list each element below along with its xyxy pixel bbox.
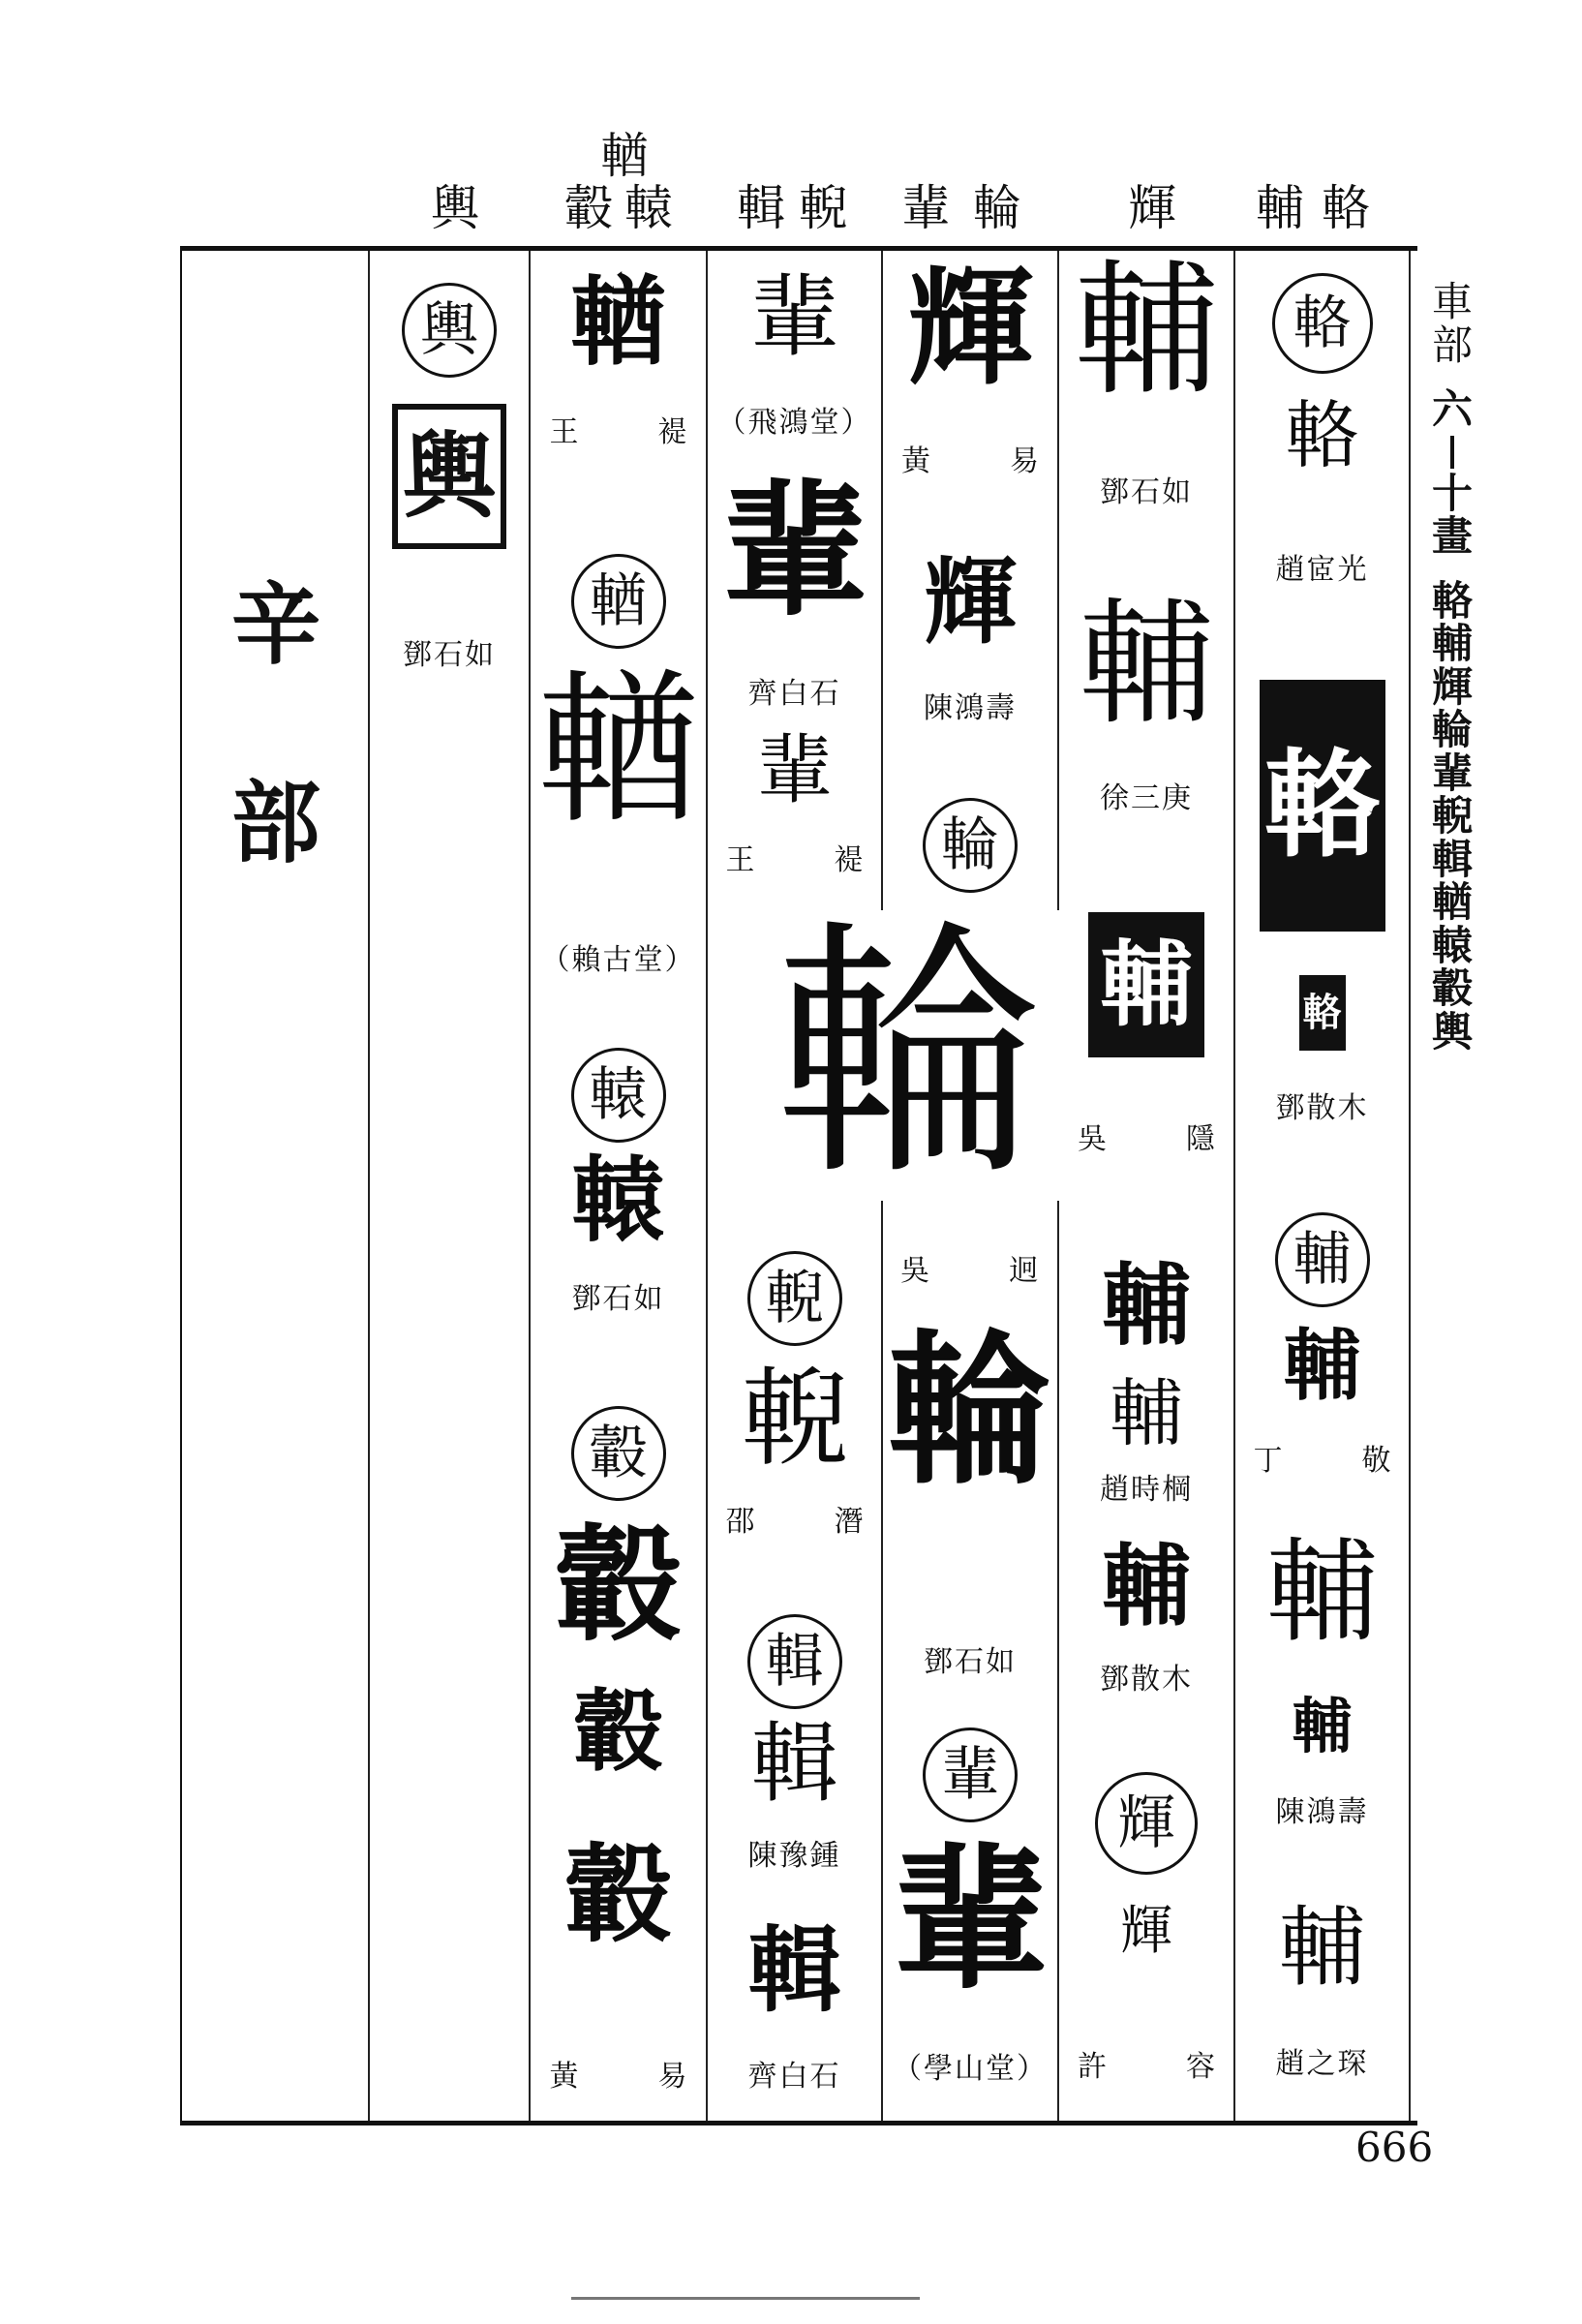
seal-caption: 王 褆 bbox=[549, 415, 713, 449]
seal-caption: 鄧石如 bbox=[1100, 475, 1193, 509]
seal-caption: 徐三庚 bbox=[1100, 781, 1193, 815]
column-yu bbox=[370, 254, 529, 2118]
seal-impression: 輪 bbox=[887, 1314, 1052, 1508]
char-circle-hui: 輝 bbox=[1095, 1772, 1198, 1875]
seal-impression: 轂 bbox=[555, 1511, 682, 1659]
seal-caption: 鄧石如 bbox=[403, 638, 496, 672]
seal-impression: 轂 bbox=[564, 1832, 672, 1957]
seal-caption: 邵 潛 bbox=[725, 1505, 889, 1539]
seal-impression bbox=[1260, 680, 1385, 932]
radical-char-xin: 辛 bbox=[230, 573, 320, 677]
char-circle-ni: 輗 bbox=[747, 1251, 842, 1346]
header-ji-ni bbox=[726, 107, 871, 236]
seal-impression: 輔 bbox=[1078, 586, 1214, 744]
char-circle-ji: 輯 bbox=[747, 1614, 842, 1709]
side-char: 輿 bbox=[1431, 1007, 1473, 1055]
side-stroke-char: 六 bbox=[1431, 385, 1473, 434]
char-circle-yuan: 轅 bbox=[571, 1048, 666, 1143]
seal-impression: 輩 bbox=[892, 1828, 1048, 2010]
frame-left-edge bbox=[180, 246, 182, 2125]
column-divider-right bbox=[1409, 251, 1411, 2121]
char-circle-yu: 輿 bbox=[402, 283, 497, 378]
seal-impression: 輶 bbox=[535, 655, 701, 846]
seal-caption: 鄧石如 bbox=[924, 1645, 1017, 1679]
side-char: 轂 bbox=[1431, 964, 1473, 1013]
seal-caption: 陳鴻壽 bbox=[924, 691, 1017, 725]
scan-artifact bbox=[571, 2297, 920, 2300]
char-circle-gu: 轂 bbox=[571, 1406, 666, 1501]
seal-impression: 輔 bbox=[1101, 1534, 1191, 1638]
seal-impression: 輔 bbox=[1283, 1320, 1361, 1411]
header-chars: 輿 bbox=[431, 180, 479, 236]
seal-char: 輿 bbox=[403, 421, 496, 531]
seal-impression bbox=[1088, 912, 1204, 1057]
seal-impression: 輔 bbox=[1101, 1253, 1191, 1358]
seal-impression: 輩 bbox=[721, 466, 867, 636]
seal-impression: 轅 bbox=[571, 1146, 665, 1255]
seal-caption: 黃 易 bbox=[901, 444, 1064, 478]
seal-impression: 輯 bbox=[747, 1915, 841, 2025]
seal-impression: 輝 bbox=[1120, 1900, 1172, 1961]
header-hui bbox=[1104, 107, 1201, 236]
seal-impression: 輯 bbox=[750, 1713, 838, 1815]
radical-char-bu: 部 bbox=[230, 772, 320, 875]
seal-impression: 輩 bbox=[756, 727, 833, 814]
side-section-char: 車 bbox=[1431, 278, 1473, 325]
header-chars: 輝 bbox=[1128, 180, 1176, 236]
char-circle-lu: 輅 bbox=[1272, 273, 1373, 374]
seal-impression: 輔 bbox=[1073, 247, 1219, 415]
seal-caption: 陳鴻壽 bbox=[1275, 1795, 1369, 1829]
side-char: 轅 bbox=[1431, 921, 1473, 969]
seal-impression bbox=[1299, 975, 1346, 1051]
seal-impression: 輶 bbox=[569, 264, 667, 379]
seal-caption: 齊白石 bbox=[747, 677, 841, 711]
seal-caption: （學山堂） bbox=[893, 2052, 1048, 2086]
header-chars: 轂轅 bbox=[564, 180, 685, 236]
seal-caption: 王 褆 bbox=[725, 843, 889, 877]
side-dash bbox=[1450, 436, 1454, 469]
column-bei-lun bbox=[883, 254, 1064, 2118]
seal-impression: 輔 bbox=[1292, 1691, 1353, 1761]
seal-impression: 輔 bbox=[1110, 1370, 1183, 1456]
char-circle-fu: 輔 bbox=[1275, 1212, 1370, 1307]
side-char: 輅 bbox=[1431, 576, 1473, 625]
seal-caption: 吳 隱 bbox=[1078, 1122, 1240, 1156]
header-chars: 輩輪 bbox=[901, 180, 1045, 236]
page-number: 666 bbox=[1355, 2124, 1434, 2171]
seal-caption: 許 容 bbox=[1078, 2050, 1240, 2084]
seal-impression: 輅 bbox=[1285, 392, 1359, 478]
header-yu bbox=[407, 107, 503, 236]
seal-caption: 黃 易 bbox=[549, 2060, 713, 2094]
seal-impression bbox=[392, 404, 506, 549]
side-stroke-char: 十 bbox=[1431, 469, 1473, 517]
seal-caption: 陳豫鍾 bbox=[747, 1839, 841, 1873]
column-gu-yuan-you bbox=[531, 254, 713, 2118]
side-char: 輪 bbox=[1431, 706, 1473, 754]
seal-caption: 趙之琛 bbox=[1275, 2047, 1369, 2081]
seal-impression: 轂 bbox=[573, 1679, 663, 1784]
seal-impression: 輩 bbox=[749, 265, 839, 369]
column-hui bbox=[1059, 247, 1240, 2118]
header-chars: 輔輅 bbox=[1256, 180, 1387, 236]
char-circle-you: 輶 bbox=[571, 554, 666, 649]
char-circle-lun: 輪 bbox=[923, 798, 1018, 893]
seal-caption: 鄧散木 bbox=[1100, 1663, 1193, 1697]
header-bei-lun bbox=[900, 107, 1046, 236]
side-char: 輩 bbox=[1431, 749, 1473, 797]
seal-caption: 趙時棡 bbox=[1100, 1473, 1193, 1507]
seal-char: 輅 bbox=[1302, 990, 1342, 1035]
seal-char: 輔 bbox=[1100, 930, 1193, 1039]
seal-char: 輅 bbox=[1263, 737, 1381, 873]
seal-caption: 鄧石如 bbox=[571, 1282, 665, 1316]
header-chars: 輯輗 bbox=[737, 180, 861, 236]
seal-caption: 趙宧光 bbox=[1275, 553, 1369, 587]
side-section-char: 部 bbox=[1431, 321, 1473, 369]
seal-caption: （飛鴻堂） bbox=[716, 406, 872, 440]
side-char: 輗 bbox=[1431, 792, 1473, 841]
seal-impression: 輝 bbox=[924, 547, 1017, 657]
char-circle-bei: 輩 bbox=[923, 1728, 1018, 1822]
side-char: 輶 bbox=[1431, 878, 1473, 927]
column-fu-lu bbox=[1235, 254, 1416, 2118]
side-stroke-char: 畫 bbox=[1431, 512, 1473, 561]
seal-impression: 輪 bbox=[775, 898, 1046, 1213]
header-fu-lu bbox=[1249, 107, 1394, 236]
seal-caption: 鄧散木 bbox=[1275, 1091, 1369, 1125]
side-char: 輯 bbox=[1431, 835, 1473, 883]
seal-caption: 吳 迥 bbox=[900, 1254, 1063, 1288]
seal-caption: 丁 敬 bbox=[1253, 1444, 1416, 1478]
seal-impression: 輝 bbox=[906, 254, 1033, 402]
side-char: 輔 bbox=[1431, 620, 1473, 668]
side-char: 輝 bbox=[1431, 662, 1473, 711]
seal-impression: 輔 bbox=[1265, 1527, 1379, 1658]
seal-caption: （賴古堂） bbox=[540, 943, 696, 977]
seal-impression: 輗 bbox=[741, 1357, 848, 1481]
seal-impression: 輔 bbox=[1278, 1897, 1366, 1999]
header-top-char: 輶 bbox=[600, 128, 649, 184]
seal-caption: 齊白石 bbox=[747, 2060, 841, 2094]
side-label bbox=[1423, 278, 1481, 1055]
header-gu-yuan bbox=[552, 107, 697, 236]
